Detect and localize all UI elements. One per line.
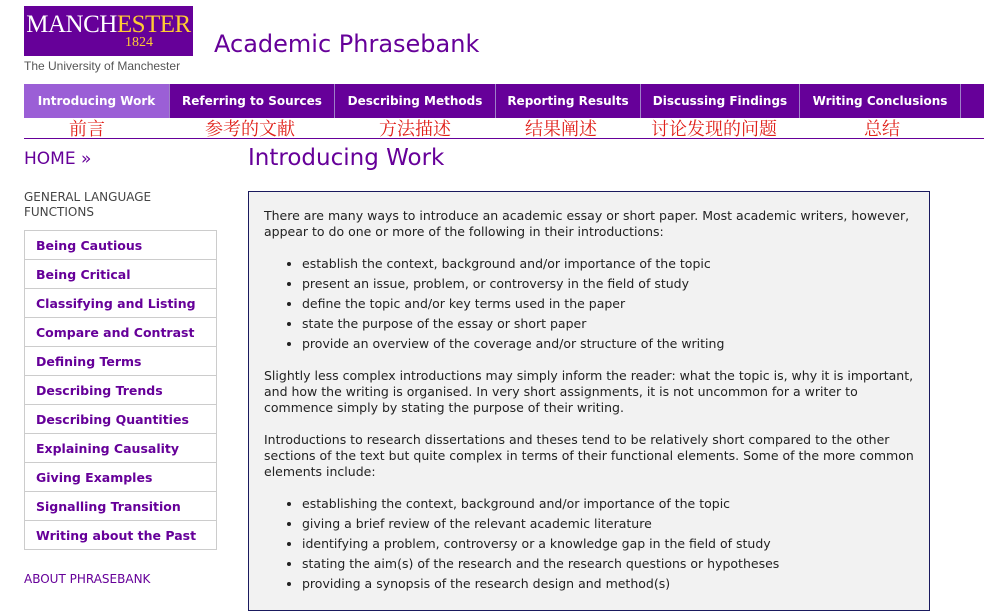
list-item: • present an issue, problem, or controversy in the field of study: [302, 276, 914, 292]
nav-tab-reporting-results[interactable]: Reporting Results: [496, 84, 641, 118]
list-item: • define the topic and/or key terms used in the paper: [302, 296, 914, 312]
logo-text-part2: ESTER: [116, 11, 191, 38]
nav-tab-discussing-findings[interactable]: Discussing Findings: [641, 84, 800, 118]
nav-tab-referring-to-sources[interactable]: Referring to Sources: [170, 84, 335, 118]
sidebar-item-writing-about-the-past[interactable]: Writing about the Past: [24, 521, 217, 550]
nav-annotation-conclusions: 总结: [864, 119, 900, 140]
nav-annotation-findings: 讨论发现的问题: [651, 119, 777, 140]
nav-annotation-introducing: 前言: [69, 119, 105, 140]
nav-tab-introducing-work[interactable]: Introducing Work: [24, 84, 170, 118]
list-item: • providing a synopsis of the research design and method(s): [302, 576, 914, 592]
sidebar-item-being-critical[interactable]: Being Critical: [24, 260, 217, 289]
sidebar-item-explaining-causality[interactable]: Explaining Causality: [24, 434, 217, 463]
nav-tab-describing-methods[interactable]: Describing Methods: [335, 84, 496, 118]
sidebar-item-being-cautious[interactable]: Being Cautious: [24, 231, 217, 260]
sidebar-item-defining-terms[interactable]: Defining Terms: [24, 347, 217, 376]
nav-tab-writing-conclusions[interactable]: Writing Conclusions: [800, 84, 961, 118]
about-phrasebank-link[interactable]: ABOUT PHRASEBANK: [24, 572, 151, 586]
list-item: • provide an overview of the coverage and/or structure of the writing: [302, 336, 914, 352]
intro-functions-list: [264, 256, 914, 352]
simple-introductions-paragraph: Slightly less complex introductions may simply inform the reader: what the topic is, why it is important, and how the writing is organised. In very short assignments, it is not uncommon for a writer to commence simply by stating the purpose of their writing.: [264, 368, 914, 415]
nav-underline: [24, 138, 984, 139]
dissertation-elements-list: [264, 496, 914, 592]
sidebar-menu: [24, 230, 217, 550]
main-nav: [24, 84, 984, 118]
sidebar-item-giving-examples[interactable]: Giving Examples: [24, 463, 217, 492]
list-item: • establish the context, background and/or importance of the topic: [302, 256, 914, 272]
list-item: • establishing the context, background and/or importance of the topic: [302, 496, 914, 512]
nav-annotation-sources: 参考的文献: [205, 119, 295, 140]
nav-annotation-results: 结果阐述: [525, 119, 597, 140]
list-item: • identifying a problem, controversy or a knowledge gap in the field of study: [302, 536, 914, 552]
list-item: • state the purpose of the essay or short paper: [302, 316, 914, 332]
logo-subtitle: The University of Manchester: [24, 59, 181, 73]
intro-paragraph: There are many ways to introduce an academic essay or short paper. Most academic writers, however, appear to do one or more of the following in their introductions:: [264, 208, 910, 239]
logo-text-part1: MANCH: [26, 11, 117, 38]
content-panel: [248, 191, 930, 611]
nav-annotation-methods: 方法描述: [379, 119, 451, 140]
sidebar-item-describing-quantities[interactable]: Describing Quantities: [24, 405, 217, 434]
sidebar-heading: GENERAL LANGUAGE FUNCTIONS: [24, 190, 152, 219]
logo-wordmark: [24, 12, 193, 38]
sidebar-item-classifying-and-listing[interactable]: Classifying and Listing: [24, 289, 217, 318]
logo-year: 1824: [125, 35, 153, 50]
home-link[interactable]: HOME »: [24, 149, 92, 169]
page-title: Introducing Work: [248, 145, 445, 171]
list-item: • stating the aim(s) of the research and the research questions or hypotheses: [302, 556, 914, 572]
list-item: • giving a brief review of the relevant academic literature: [302, 516, 914, 532]
sidebar-item-signalling-transition[interactable]: Signalling Transition: [24, 492, 217, 521]
sidebar-item-compare-and-contrast[interactable]: Compare and Contrast: [24, 318, 217, 347]
university-logo[interactable]: [24, 6, 193, 56]
sidebar-item-describing-trends[interactable]: Describing Trends: [24, 376, 217, 405]
site-title[interactable]: Academic Phrasebank: [214, 30, 480, 58]
dissertation-introductions-paragraph: Introductions to research dissertations and theses tend to be relatively short compared to the other sections of the text but quite complex in terms of their functional elements. Some of the more common elements include:: [264, 432, 914, 479]
